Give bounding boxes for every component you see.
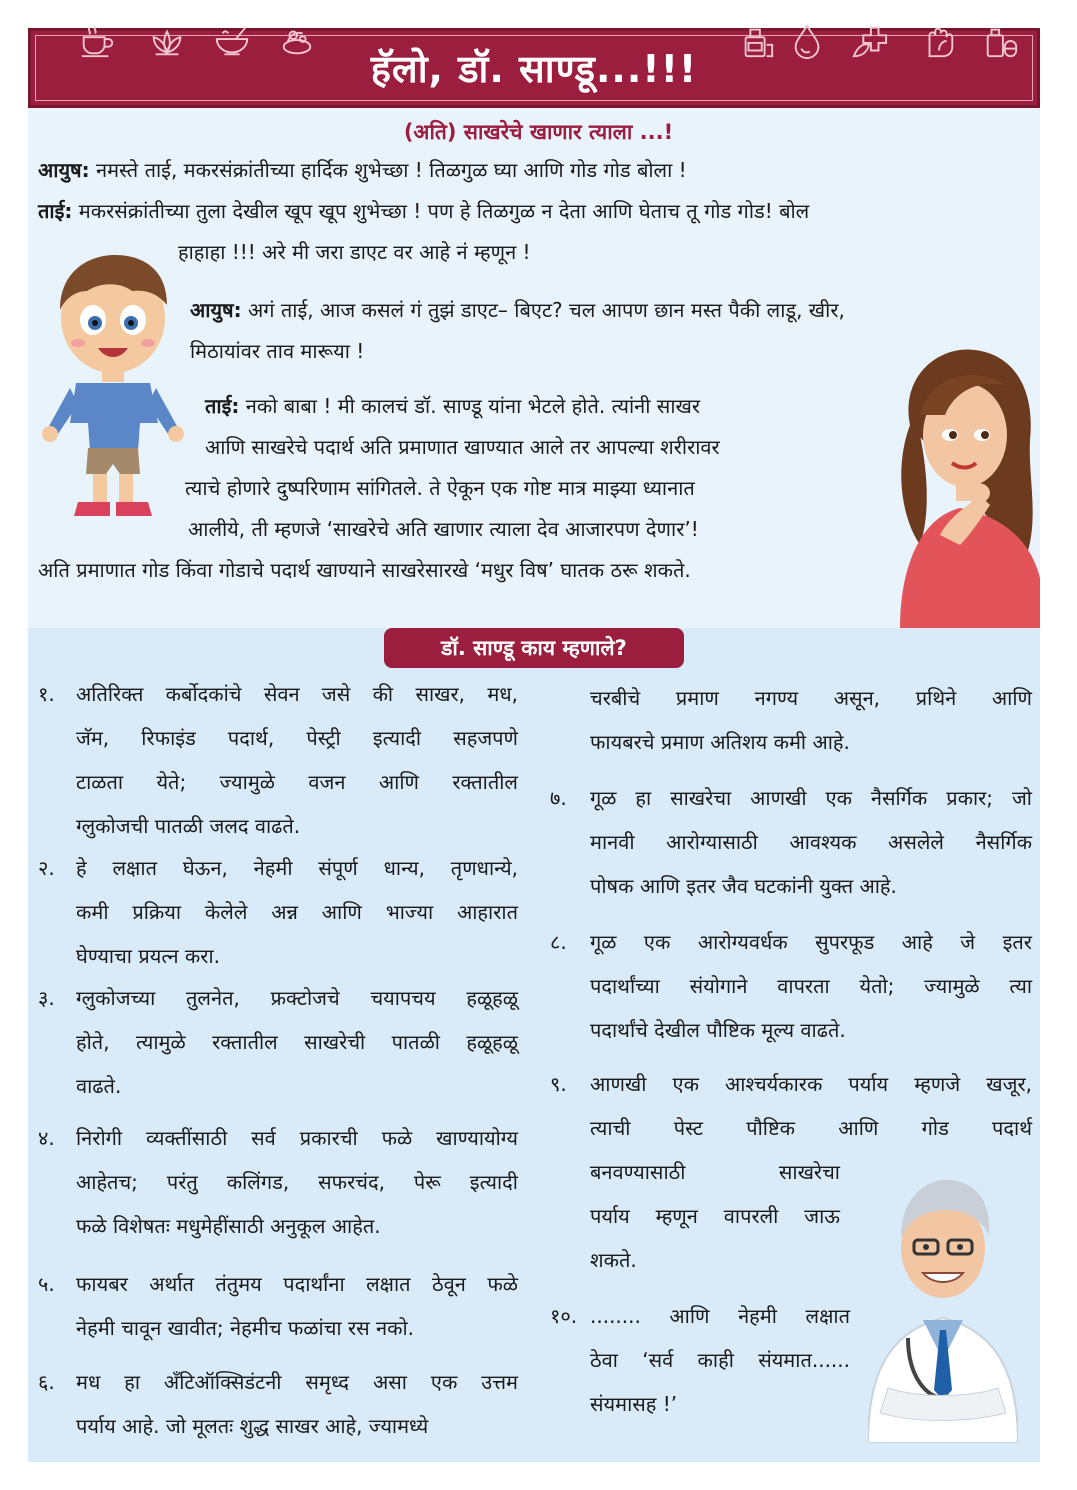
dialogue-line-2: [38, 191, 1038, 232]
section-heading: डॉ. साण्डू काय म्हणाले?: [384, 628, 684, 668]
tip-item: [38, 1360, 518, 1448]
tip-line: शकते.: [590, 1248, 637, 1272]
dialogue-line-4d: आलीये, ती म्हणजे ‘साखरेचे अति खाणार त्याला देव आजारपण देणार’!: [188, 517, 699, 541]
leaf-cross-icon: [850, 22, 888, 60]
tip-line: गूळ हा साखरेचा आणखी एक नैसर्गिक प्रकार; जो: [590, 786, 1032, 810]
tip-line: कमी प्रक्रिया केलेले अन्न आणि भाज्या आहारात: [76, 900, 518, 924]
dialogue-line-4c: त्याचे होणारे दुष्परिणाम सांगितले. ते ऐकून एक गोष्ट मात्र माझ्या ध्यानात: [185, 476, 695, 500]
tip-line: पदार्थांच्या संयोगाने वापरता येतो; ज्यामुळे त्या: [590, 974, 1032, 998]
dialogue-line-2b: हाहाहा !!! अरे मी जरा डाएट वर आहे नं म्हणून !: [178, 240, 531, 264]
tip-number: ८.: [550, 930, 567, 954]
tip-line: पोषक आणि इतर जैव घटकांनी युक्त आहे.: [590, 874, 897, 898]
tip-line: पदार्थांचे देखील पौष्टिक मूल्य वाढते.: [590, 1018, 846, 1042]
tip-line: होते, त्यामुळे रक्तातील साखरेची पातळी हळूहळू: [76, 1030, 518, 1054]
tip-line: आणखी एक आश्चर्यकारक पर्याय म्हणजे खजूर,: [590, 1072, 1032, 1096]
tip-line: निरोगी व्यक्तींसाठी सर्व प्रकारची फळे खाण्यायोग्य: [76, 1126, 518, 1150]
story-title: (अति) साखरेचे खाणार त्याला ...!: [403, 120, 674, 144]
herb-bowl-icon: [278, 22, 316, 60]
speaker-ayush: आयुष:: [190, 298, 242, 322]
page-title: हॅलो, डॉ. साण्डू...!!!: [370, 47, 698, 91]
tip-line: त्याची पेस्ट पौष्टिक आणि गोड पदार्थ: [590, 1116, 1032, 1140]
tea-cup-icon: [78, 22, 116, 60]
tip-item: [38, 1116, 518, 1248]
dialogue-text: नको बाबा ! मी कालचं डॉ. साण्डू यांना भेटले होते. त्यांनी साखर: [245, 394, 701, 418]
tip-number: ७.: [550, 786, 567, 810]
tip-line: वाढते.: [76, 1074, 122, 1098]
tip-line: ग्लुकोजच्या तुलनेत, फ्रक्टोजचे चयापचय हळूहळू: [76, 986, 518, 1010]
speaker-tai: ताई:: [205, 394, 240, 418]
tip-line: मानवी आरोग्यासाठी आवश्यक असलेले नैसर्गिक: [590, 830, 1032, 854]
tip-line: फायबरचे प्रमाण अतिशय कमी आहे.: [590, 730, 850, 754]
tip-line: टाळता येते; ज्यामुळे वजन आणि रक्तातील: [76, 770, 518, 794]
tip-line: फायबर अर्थात तंतुमय पदार्थांना लक्षात ठेवून फळे: [76, 1272, 518, 1296]
tip-number: ९.: [550, 1072, 567, 1096]
tip-item: [550, 676, 1032, 764]
tip-number: ६.: [38, 1370, 55, 1394]
tip-line: ग्लुकोजची पातळी जलद वाढते.: [76, 814, 301, 838]
lady-illustration: [880, 345, 1040, 628]
tip-line: ........ आणि नेहमी लक्षात: [590, 1304, 850, 1328]
tip-line: पर्याय आहे. जो मूलतः शुद्ध साखर आहे, ज्यामध्ये: [76, 1414, 429, 1438]
tip-line: मध हा अँटिऑक्सिडंटनी समृध्द असा एक उत्तम: [76, 1370, 518, 1394]
tip-number: १०.: [550, 1304, 578, 1328]
tip-item: [550, 1294, 850, 1426]
tip-number: ४.: [38, 1126, 55, 1150]
speaker-ayush: आयुष:: [38, 158, 90, 182]
tip-item: [38, 1262, 518, 1350]
tip-line: गूळ एक आरोग्यवर्धक सुपरफूड आहे जे इतर: [590, 930, 1032, 954]
tip-number: २.: [38, 856, 55, 880]
pills-icon: [982, 22, 1020, 60]
speaker-tai: ताई:: [38, 199, 73, 223]
dialogue-line-1: [38, 150, 1038, 191]
tip-number: १.: [38, 682, 55, 706]
dialogue-text: मकरसंक्रांतीच्या तुला देखील खूप खूप शुभेच्छा ! पण हे तिळगुळ न देता आणि घेताच तू गोड गोड! बोल: [78, 199, 810, 223]
dialogue-text: नमस्ते ताई, मकरसंक्रांतीच्या हार्दिक शुभेच्छा ! तिळगुळ घ्या आणि गोड गोड बोला !: [95, 158, 687, 182]
dialogue-line-4: [205, 386, 870, 427]
tip-line: चरबीचे प्रमाण नगण्य असून, प्रथिने आणि: [590, 686, 1032, 710]
tip-line: घेण्याचा प्रयत्न करा.: [76, 944, 220, 968]
dialogue-line-3: [190, 290, 1035, 331]
dialogue-line-5: अति प्रमाणात गोड किंवा गोडाचे पदार्थ खाण्याने साखरेसारखे ‘मधुर विष’ घातक ठरू शकते.: [38, 558, 691, 582]
tip-line: फळे विशेषतः मधुमेहींसाठी अनुकूल आहेत.: [76, 1214, 381, 1238]
dialogue-text: अगं ताई, आज कसलं गं तुझं डाएट– बिएट? चल आपण छान मस्त पैकी लाडू, खीर,: [247, 298, 845, 322]
tip-item: [550, 776, 1032, 908]
tip-line: संयमासह !’: [590, 1392, 678, 1416]
lotus-icon: [148, 22, 186, 60]
mortar-icon: [213, 22, 251, 60]
boy-illustration: [38, 248, 188, 523]
tip-number: ३.: [38, 986, 55, 1010]
dialogue-line-4b: आणि साखरेचे पदार्थ अति प्रमाणात खाण्यात आले तर आपल्या शरीरावर: [205, 435, 720, 459]
bottle-icon: [738, 22, 776, 60]
tip-line: नेहमी चावून खावीत; नेहमीच फळांचा रस नको.: [76, 1316, 415, 1340]
tip-line: बनवण्यासाठी साखरेचा: [590, 1160, 840, 1184]
hand-leaf-icon: [920, 22, 958, 60]
tip-line: हे लक्षात घेऊन, नेहमी संपूर्ण धान्य, तृणधान्ये,: [76, 856, 518, 880]
dialogue-line-3b: मिठायांवर ताव मारूया !: [190, 339, 365, 363]
tip-line: जॅम, रिफाइंड पदार्थ, पेस्ट्री इत्यादी सहजपणे: [76, 726, 518, 750]
tip-item: [38, 672, 518, 848]
tip-item: [550, 920, 1032, 1052]
tip-line: आहेतच; परंतु कलिंगड, सफरचंद, पेरू इत्यादी: [76, 1170, 518, 1194]
doctor-illustration: [868, 1158, 1018, 1443]
tip-item: [38, 846, 518, 978]
tip-line: पर्याय म्हणून वापरली जाऊ: [590, 1204, 840, 1228]
tip-number: ५.: [38, 1272, 55, 1296]
tip-line: अतिरिक्त कर्बोदकांचे सेवन जसे की साखर, मध,: [76, 682, 518, 706]
tip-line: ठेवा ‘सर्व काही संयमात......: [590, 1348, 850, 1372]
drop-icon: [788, 22, 826, 60]
tip-item: [38, 976, 518, 1108]
